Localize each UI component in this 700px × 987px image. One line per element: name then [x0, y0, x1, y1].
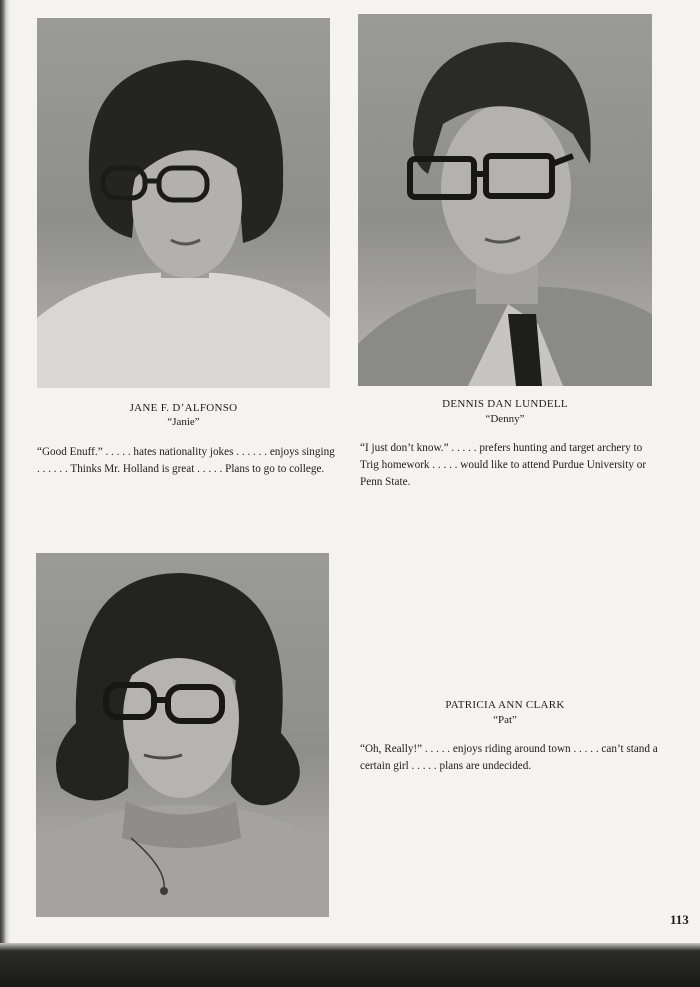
portrait-photo-patricia — [36, 553, 329, 917]
student-nickname: “Janie” — [167, 416, 200, 428]
scan-bottom-shadow — [0, 943, 700, 987]
student-bio: “I just don’t know.” . . . . . prefers hunting and target archery to Trig homework . . . . . would like to attend Purdue University or Penn State. — [360, 442, 647, 488]
student-nickname: “Denny” — [485, 413, 525, 425]
student-name: JANE F. D’ALFONSO — [129, 402, 238, 414]
student-name: DENNIS DAN LUNDELL — [442, 398, 568, 410]
student-bio: “Oh, Really!” . . . . . enjoys riding around town . . . . . can’t stand a certain girl . . . . . plans are undecided. — [360, 743, 658, 772]
student-name: PATRICIA ANN CLARK — [445, 699, 565, 711]
page-number: 113 — [670, 912, 689, 927]
portrait-photo-jane — [37, 18, 330, 388]
portrait-photo-dennis — [358, 14, 652, 386]
student-bio: “Good Enuff.” . . . . . hates nationality jokes . . . . . . enjoys singing . . . . . . Thinks Mr. Holland is great . . . . . Plans to go to college. — [37, 446, 335, 475]
student-nickname: “Pat” — [493, 714, 517, 726]
page-binding-edge — [0, 0, 10, 945]
